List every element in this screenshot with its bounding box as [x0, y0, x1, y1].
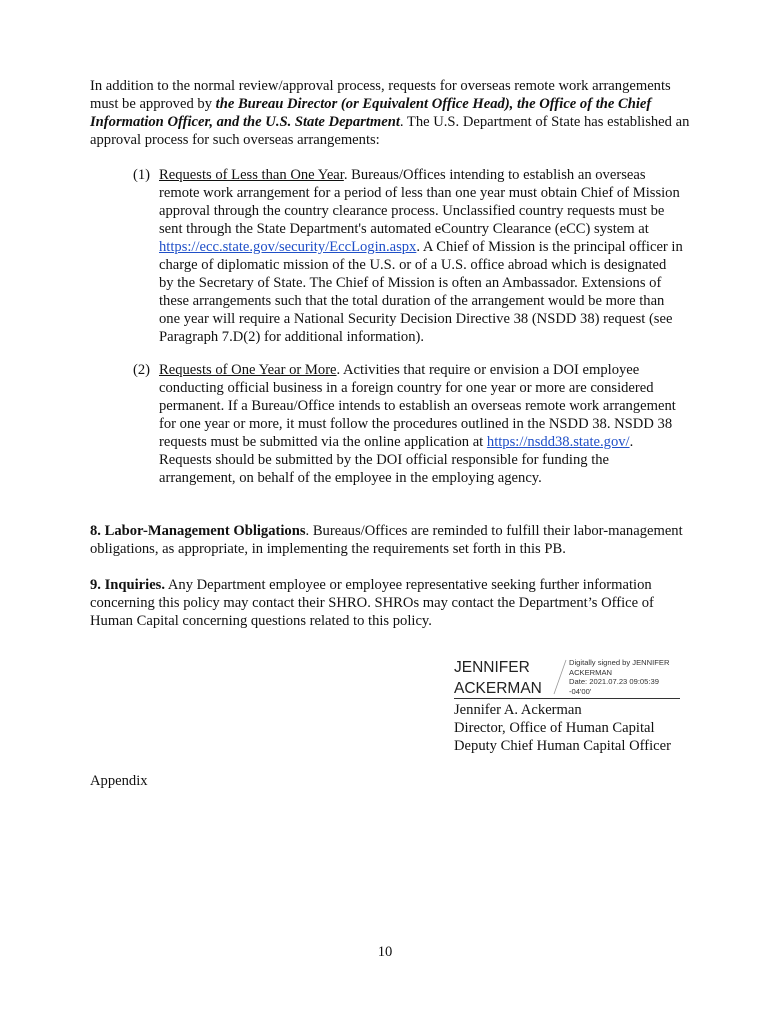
signature-date: Date: 2021.07.23 09:05:39 — [569, 677, 659, 686]
page-number: 10 — [377, 944, 393, 960]
list-item-body: . Bureaus/Offices intending to establish an overseas remote work arrangement for a period of less than one year must obtain Chief of Mission approval through the country clearance process. Unclassified country requests must be sent through the State Department's automated eCountry Clearance (eCC) system at — [159, 167, 680, 237]
signature-details — [569, 658, 681, 696]
intro-text: In addition to the normal review/approval process, requests for overseas remote work arrangements must be approved by — [90, 78, 671, 112]
list-item-text — [159, 361, 683, 487]
section-8-paragraph — [90, 522, 690, 558]
list-item-number: (2) — [133, 362, 151, 378]
signature-line — [454, 698, 680, 699]
section-9-text: Any Department employee or employee representative seeking further information concerning this policy may contact their SHRO. SHROs may contact the Department’s Office of Human Capital concerning questions related to this policy. — [90, 577, 654, 629]
appendix-label: Appendix — [90, 773, 148, 789]
signature-name — [454, 657, 564, 699]
signature-detail-line: Digitally signed by JENNIFER — [569, 658, 670, 667]
signature-detail-line: ACKERMAN — [569, 667, 613, 677]
signer-title: Director, Office of Human Capital — [454, 720, 655, 736]
signer-block — [454, 701, 714, 755]
list-item-label: Requests of Less than One Year — [159, 167, 344, 183]
intro-emphasis: the Bureau Director (or Equivalent Office Head), the Office of the Chief Information Officer, and the U.S. State Department — [90, 96, 652, 130]
section-8-heading: 8. Labor-Management Obligations — [90, 523, 306, 539]
ecc-login-link[interactable]: https://ecc.state.gov/security/EccLogin.aspx — [159, 239, 417, 255]
list-item-less-than-one-year — [133, 166, 683, 346]
list-item-body-end: . Requests should be submitted by the DOI official responsible for funding the arrangement, on behalf of the employee in the employing agency. — [159, 434, 634, 486]
list-item-text — [159, 166, 683, 346]
section-8-text: . Bureaus/Offices are reminded to fulfill their labor-management obligations, as appropriate, in implementing the requirements set forth in this PB. — [90, 523, 683, 557]
signature-timezone: -04'00' — [569, 686, 592, 696]
section-9-heading: 9. Inquiries. — [90, 577, 166, 593]
list-item-one-year-or-more — [133, 361, 683, 487]
intro-text-end: . The U.S. Department of State has established an approval process for such overseas arrangements: — [90, 114, 690, 148]
list-item-body-end: . A Chief of Mission is the principal officer in charge of diplomatic mission of the U.S. or of a U.S. office abroad which is designated by the Secretary of State. The Chief of Mission is often an Ambassador. Extensions of these arrangements such that the total duration of the arrangement would be more than one year will require a National Security Decision Directive 38 (NSDD 38) request (see Paragraph 7.D(2) for additional information). — [159, 239, 683, 345]
section-9-paragraph — [90, 576, 690, 630]
signature-name-last: ACKERMAN — [454, 680, 542, 697]
signer-name: Jennifer A. Ackerman — [454, 702, 582, 718]
list-item-label: Requests of One Year or More — [159, 362, 337, 378]
signature-name-first: JENNIFER — [454, 659, 530, 676]
signature-divider-icon — [552, 659, 568, 695]
list-item-body: . Activities that require or envision a DOI employee conducting official business in a foreign country for one year or more are considered permanent. If a Bureau/Office intends to establish an overseas remote work arrangement for one year or more, it must follow the procedures outlined in the NSDD 38. NSDD 38 requests must be submitted via the online application at — [159, 362, 676, 450]
intro-paragraph — [90, 77, 690, 149]
list-item-number: (1) — [133, 167, 151, 183]
digital-signature-block[interactable] — [454, 657, 680, 699]
signer-title-secondary: Deputy Chief Human Capital Officer — [454, 738, 671, 754]
nsdd38-link[interactable]: https://nsdd38.state.gov/ — [486, 434, 630, 450]
